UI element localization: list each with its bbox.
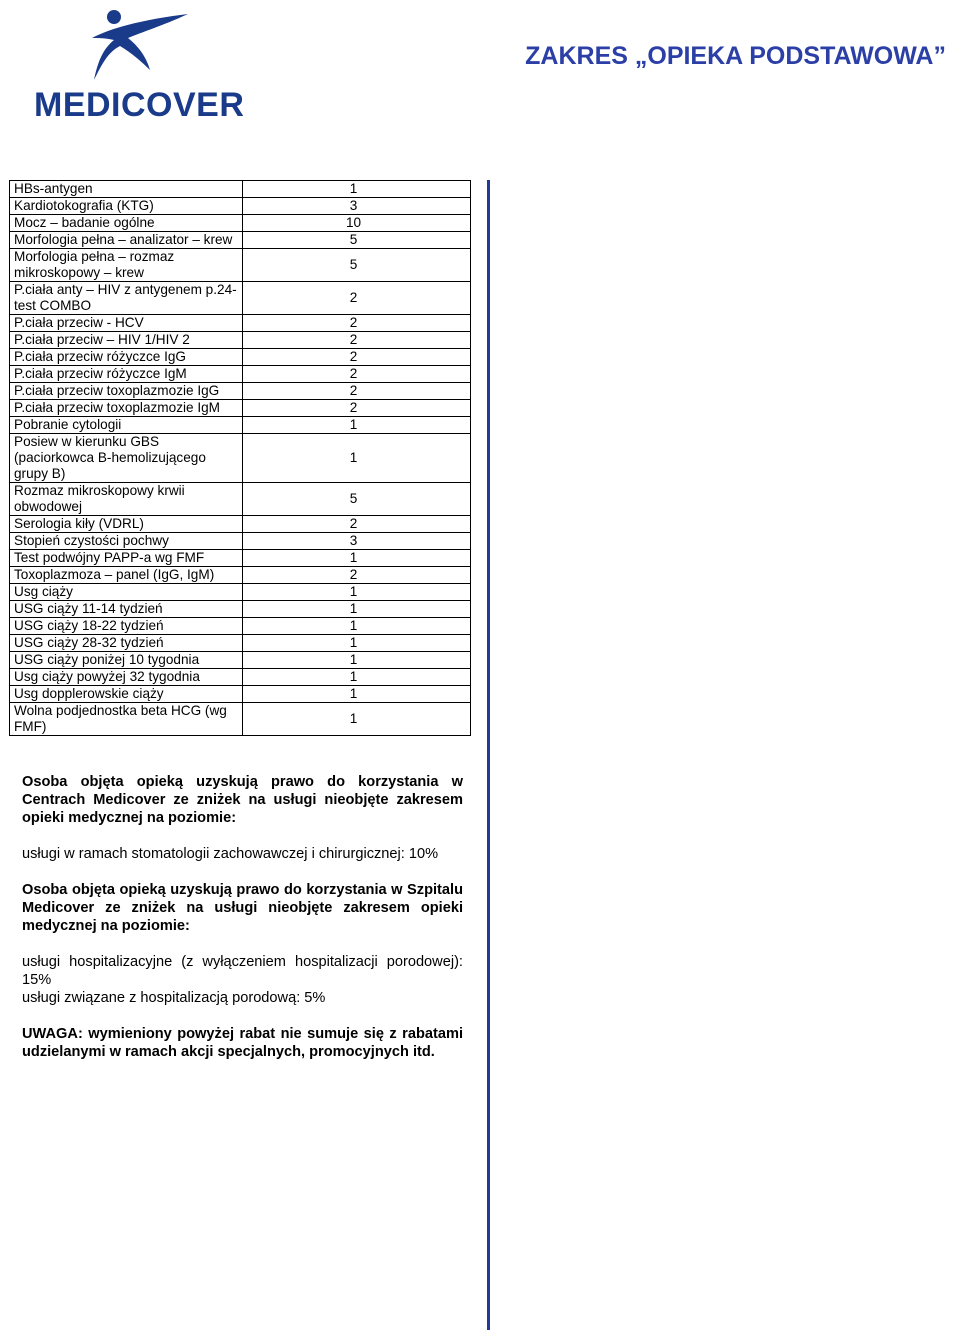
service-quantity: 1 — [243, 181, 471, 198]
service-quantity: 2 — [243, 383, 471, 400]
service-quantity: 2 — [243, 282, 471, 315]
table-row — [10, 315, 471, 332]
service-quantity: 1 — [243, 703, 471, 736]
service-name: Posiew w kierunku GBS (paciorkowca B-hemolizującego grupy B) — [10, 434, 243, 483]
service-quantity: 1 — [243, 434, 471, 483]
service-name: USG ciąży 28-32 tydzień — [10, 635, 243, 652]
table-row — [10, 349, 471, 366]
service-quantity: 2 — [243, 400, 471, 417]
table-row — [10, 282, 471, 315]
service-name: USG ciąży 18-22 tydzień — [10, 618, 243, 635]
service-name: HBs-antygen — [10, 181, 243, 198]
table-row — [10, 567, 471, 584]
service-quantity: 1 — [243, 601, 471, 618]
service-quantity: 2 — [243, 516, 471, 533]
service-name: P.ciała anty – HIV z antygenem p.24-test COMBO — [10, 282, 243, 315]
service-quantity: 5 — [243, 249, 471, 282]
table-row — [10, 332, 471, 349]
service-name: Usg ciąży — [10, 584, 243, 601]
service-name: Rozmaz mikroskopowy krwii obwodowej — [10, 483, 243, 516]
table-row — [10, 181, 471, 198]
service-name: Wolna podjednostka beta HCG (wg FMF) — [10, 703, 243, 736]
services-table-body — [10, 181, 471, 736]
service-name: Morfologia pełna – rozmaz mikroskopowy – krew — [10, 249, 243, 282]
service-quantity: 1 — [243, 652, 471, 669]
service-quantity: 1 — [243, 635, 471, 652]
service-name: Kardiotokografia (KTG) — [10, 198, 243, 215]
service-quantity: 1 — [243, 686, 471, 703]
table-row — [10, 400, 471, 417]
service-name: P.ciała przeciw - HCV — [10, 315, 243, 332]
service-name: Serologia kiły (VDRL) — [10, 516, 243, 533]
logo-wordmark: MEDICOVER — [34, 86, 245, 124]
discount-notes — [22, 773, 463, 1061]
page-title: ZAKRES „OPIEKA PODSTAWOWA” — [525, 42, 946, 70]
medicover-logo — [34, 8, 248, 124]
table-row — [10, 601, 471, 618]
service-name: P.ciała przeciw toxoplazmozie IgG — [10, 383, 243, 400]
service-quantity: 3 — [243, 533, 471, 550]
maternity-discount: usługi związane z hospitalizacją porodową: 5% — [22, 990, 326, 1006]
service-name: P.ciała przeciw różyczce IgM — [10, 366, 243, 383]
service-quantity: 1 — [243, 550, 471, 567]
service-quantity: 2 — [243, 332, 471, 349]
table-row — [10, 635, 471, 652]
table-row — [10, 584, 471, 601]
service-name: Mocz – badanie ogólne — [10, 215, 243, 232]
column-divider — [487, 180, 490, 1330]
service-quantity: 1 — [243, 417, 471, 434]
service-quantity: 1 — [243, 618, 471, 635]
table-row — [10, 686, 471, 703]
service-quantity: 1 — [243, 584, 471, 601]
hospitalization-discount: usługi hospitalizacyjne (z wyłączeniem hospitalizacji porodowej): 15% — [22, 954, 463, 988]
stomatology-discount: usługi w ramach stomatologii zachowawczej i chirurgicznej: 10% — [22, 846, 439, 862]
service-name: Morfologia pełna – analizator – krew — [10, 232, 243, 249]
service-name: Stopień czystości pochwy — [10, 533, 243, 550]
table-row — [10, 198, 471, 215]
table-row — [10, 383, 471, 400]
service-name: Test podwójny PAPP-a wg FMF — [10, 550, 243, 567]
service-quantity: 2 — [243, 567, 471, 584]
service-name: USG ciąży 11-14 tydzień — [10, 601, 243, 618]
service-quantity: 2 — [243, 315, 471, 332]
medicover-logo-icon — [84, 8, 194, 86]
warning-note: UWAGA: wymieniony powyżej rabat nie sumuje się z rabatami udzielanymi w ramach akcji specjalnych, promocyjnych itd. — [22, 1026, 463, 1060]
service-quantity: 3 — [243, 198, 471, 215]
table-row — [10, 249, 471, 282]
table-row — [10, 618, 471, 635]
table-row — [10, 215, 471, 232]
centrach-discount-heading: Osoba objęta opieką uzyskują prawo do korzystania w Centrach Medicover ze zniżek na usługi nieobjęte zakresem opieki medycznej na poziomie: — [22, 774, 463, 826]
table-row — [10, 703, 471, 736]
table-row — [10, 366, 471, 383]
service-quantity: 2 — [243, 349, 471, 366]
table-row — [10, 417, 471, 434]
table-row — [10, 483, 471, 516]
service-name: USG ciąży poniżej 10 tygodnia — [10, 652, 243, 669]
service-name: Pobranie cytologii — [10, 417, 243, 434]
hospital-discount-heading: Osoba objęta opieką uzyskują prawo do korzystania w Szpitalu Medicover ze zniżek na usługi nieobjęte zakresem opieki medycznej na poziomie: — [22, 882, 463, 934]
service-quantity: 5 — [243, 232, 471, 249]
table-row — [10, 516, 471, 533]
service-quantity: 1 — [243, 669, 471, 686]
table-row — [10, 434, 471, 483]
service-name: P.ciała przeciw toxoplazmozie IgM — [10, 400, 243, 417]
service-quantity: 10 — [243, 215, 471, 232]
table-row — [10, 533, 471, 550]
service-name: P.ciała przeciw – HIV 1/HIV 2 — [10, 332, 243, 349]
service-quantity: 2 — [243, 366, 471, 383]
service-name: P.ciała przeciw różyczce IgG — [10, 349, 243, 366]
table-row — [10, 652, 471, 669]
service-name: Toxoplazmoza – panel (IgG, IgM) — [10, 567, 243, 584]
services-table — [9, 180, 471, 736]
service-name: Usg dopplerowskie ciąży — [10, 686, 243, 703]
service-quantity: 5 — [243, 483, 471, 516]
service-name: Usg ciąży powyżej 32 tygodnia — [10, 669, 243, 686]
table-row — [10, 550, 471, 567]
table-row — [10, 669, 471, 686]
table-row — [10, 232, 471, 249]
